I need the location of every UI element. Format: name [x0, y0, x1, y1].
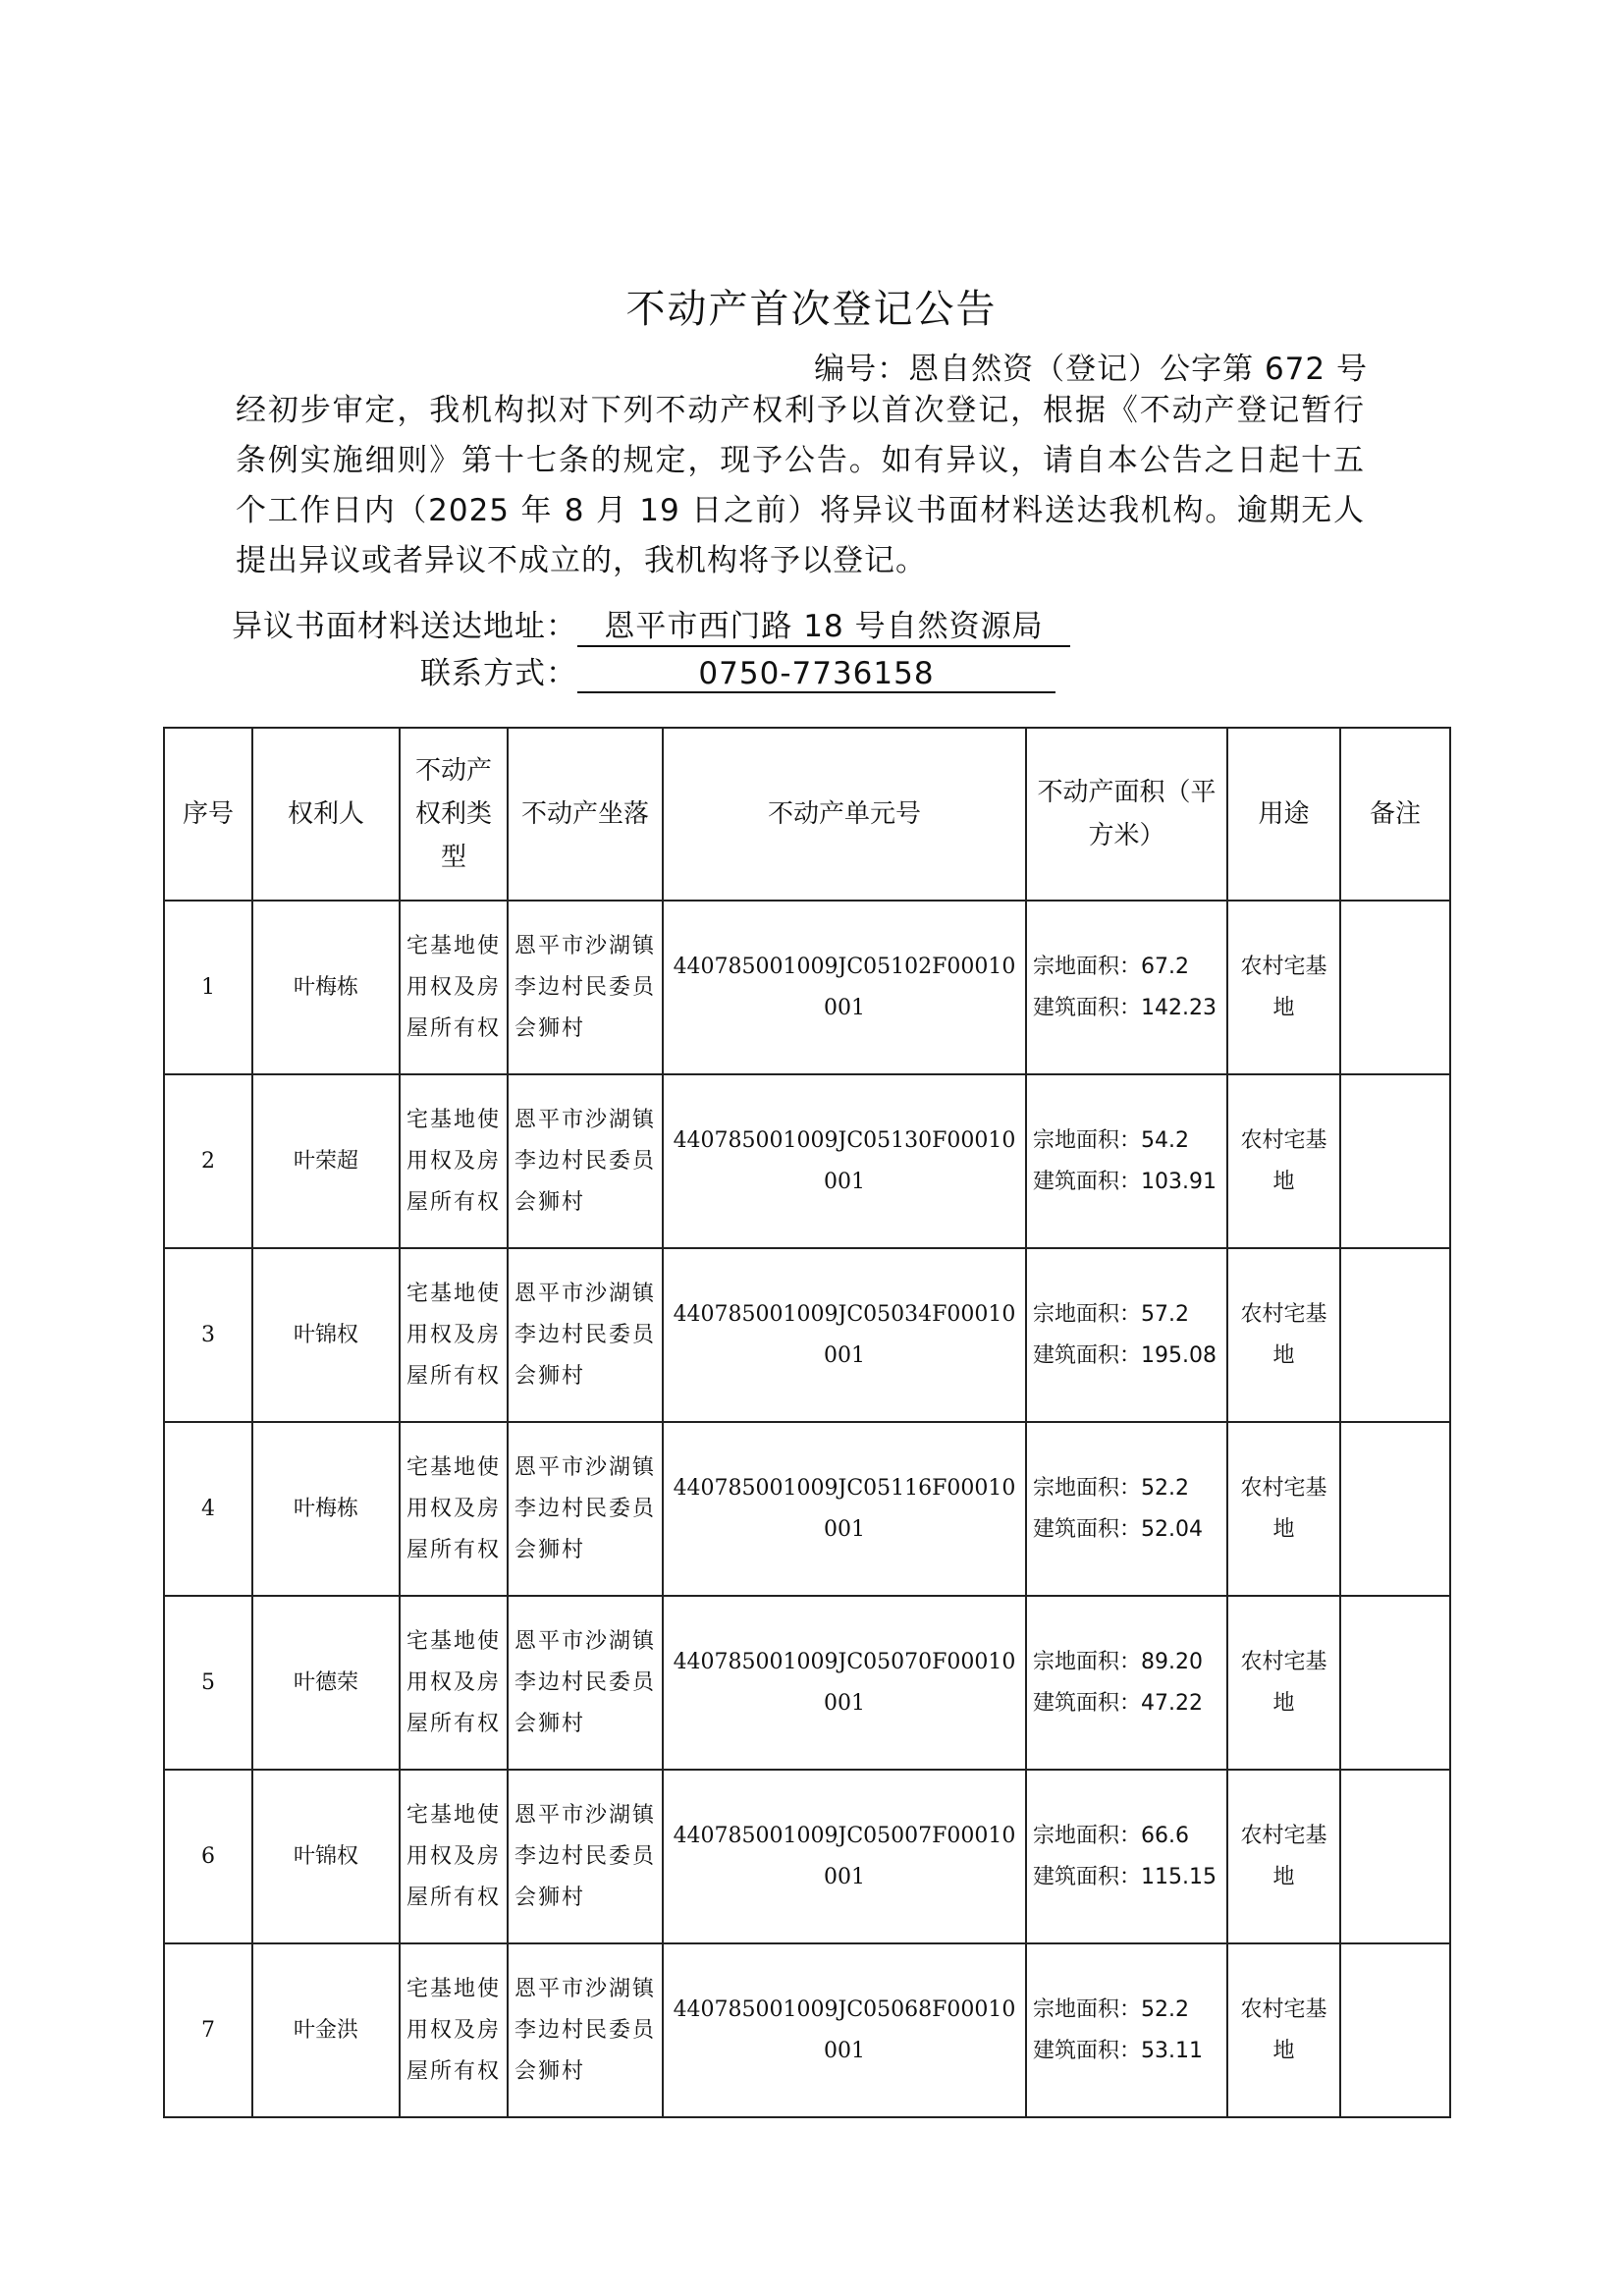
objection-address-row [0, 601, 1070, 647]
row-right-type: 宅基地使用权及房屋所有权 [400, 901, 508, 1074]
contact-phone-row [0, 648, 1055, 693]
row-unit-no: 440785001009JC05068F00010001 [663, 1943, 1026, 2117]
table-row [164, 1422, 1450, 1596]
header-owner: 权利人 [252, 728, 400, 901]
row-building-area: 建筑面积：47.22 [1033, 1690, 1203, 1716]
row-index: 3 [164, 1248, 252, 1422]
row-location: 恩平市沙湖镇李边村民委员会狮村 [508, 1770, 663, 1943]
header-location: 不动产坐落 [508, 728, 663, 901]
row-owner: 叶梅栋 [252, 1422, 400, 1596]
row-area [1026, 1943, 1227, 2117]
notice-body: 经初步审定，我机构拟对下列不动产权利予以首次登记，根据《不动产登记暂行条例实施细则》第十七条的规定，现予公告。如有异议，请自本公告之日起十五个工作日内（2025 年 8 月 19 日之前）将异议书面材料送达我机构。逾期无人提出异议或者异议不成立的，我机构将予以登记。 [236, 393, 1365, 578]
row-index: 1 [164, 901, 252, 1074]
row-unit-no: 440785001009JC05007F00010001 [663, 1770, 1026, 1943]
header-unit-no: 不动产单元号 [663, 728, 1026, 901]
row-note [1340, 1248, 1450, 1422]
row-note [1340, 1770, 1450, 1943]
row-unit-no: 440785001009JC05070F00010001 [663, 1596, 1026, 1770]
row-owner: 叶金洪 [252, 1943, 400, 2117]
row-building-area: 建筑面积：52.04 [1033, 1516, 1203, 1542]
objection-address-label: 异议书面材料送达地址： [232, 609, 577, 644]
row-usage: 农村宅基地 [1227, 1770, 1340, 1943]
row-usage: 农村宅基地 [1227, 901, 1340, 1074]
row-right-type: 宅基地使用权及房屋所有权 [400, 1596, 508, 1770]
header-usage: 用途 [1227, 728, 1340, 901]
row-land-area: 宗地面积：67.2 [1033, 954, 1189, 979]
row-building-area: 建筑面积：195.08 [1033, 1342, 1217, 1368]
row-location: 恩平市沙湖镇李边村民委员会狮村 [508, 1074, 663, 1248]
registration-table [163, 727, 1451, 2118]
row-location: 恩平市沙湖镇李边村民委员会狮村 [508, 1248, 663, 1422]
row-note [1340, 1943, 1450, 2117]
row-location: 恩平市沙湖镇李边村民委员会狮村 [508, 901, 663, 1074]
table-row [164, 1074, 1450, 1248]
row-unit-no: 440785001009JC05102F00010001 [663, 901, 1026, 1074]
row-building-area: 建筑面积：115.15 [1033, 1864, 1217, 1889]
row-land-area: 宗地面积：66.6 [1033, 1823, 1189, 1848]
row-owner: 叶荣超 [252, 1074, 400, 1248]
row-note [1340, 901, 1450, 1074]
row-area [1026, 1770, 1227, 1943]
row-unit-no: 440785001009JC05034F00010001 [663, 1248, 1026, 1422]
row-usage: 农村宅基地 [1227, 1596, 1340, 1770]
row-index: 4 [164, 1422, 252, 1596]
row-building-area: 建筑面积：53.11 [1033, 2038, 1203, 2063]
row-index: 6 [164, 1770, 252, 1943]
row-right-type: 宅基地使用权及房屋所有权 [400, 1074, 508, 1248]
table-row [164, 901, 1450, 1074]
table-row [164, 1770, 1450, 1943]
row-index: 5 [164, 1596, 252, 1770]
header-index: 序号 [164, 728, 252, 901]
row-note [1340, 1422, 1450, 1596]
header-area: 不动产面积（平方米） [1026, 728, 1227, 901]
document-number: 编号：恩自然资（登记）公字第 672 号 [814, 352, 1368, 387]
table-header-row [164, 728, 1450, 901]
row-index: 2 [164, 1074, 252, 1248]
row-land-area: 宗地面积：57.2 [1033, 1301, 1189, 1327]
header-right-type: 不动产权利类型 [400, 728, 508, 901]
row-usage: 农村宅基地 [1227, 1074, 1340, 1248]
row-land-area: 宗地面积：89.20 [1033, 1649, 1203, 1674]
objection-address-value: 恩平市西门路 18 号自然资源局 [577, 601, 1070, 647]
row-building-area: 建筑面积：103.91 [1033, 1169, 1217, 1194]
table-row [164, 1943, 1450, 2117]
row-right-type: 宅基地使用权及房屋所有权 [400, 1422, 508, 1596]
row-unit-no: 440785001009JC05130F00010001 [663, 1074, 1026, 1248]
row-owner: 叶锦权 [252, 1770, 400, 1943]
row-owner: 叶锦权 [252, 1248, 400, 1422]
row-area [1026, 1074, 1227, 1248]
row-right-type: 宅基地使用权及房屋所有权 [400, 1248, 508, 1422]
row-owner: 叶德荣 [252, 1596, 400, 1770]
row-location: 恩平市沙湖镇李边村民委员会狮村 [508, 1422, 663, 1596]
row-building-area: 建筑面积：142.23 [1033, 995, 1217, 1020]
row-right-type: 宅基地使用权及房屋所有权 [400, 1943, 508, 2117]
row-owner: 叶梅栋 [252, 901, 400, 1074]
row-usage: 农村宅基地 [1227, 1943, 1340, 2117]
row-usage: 农村宅基地 [1227, 1248, 1340, 1422]
row-land-area: 宗地面积：52.2 [1033, 1475, 1189, 1501]
row-right-type: 宅基地使用权及房屋所有权 [400, 1770, 508, 1943]
table-row [164, 1248, 1450, 1422]
row-unit-no: 440785001009JC05116F00010001 [663, 1422, 1026, 1596]
row-area [1026, 1422, 1227, 1596]
row-index: 7 [164, 1943, 252, 2117]
row-note [1340, 1074, 1450, 1248]
row-area [1026, 1596, 1227, 1770]
table-row [164, 1596, 1450, 1770]
row-location: 恩平市沙湖镇李边村民委员会狮村 [508, 1596, 663, 1770]
header-note: 备注 [1340, 728, 1450, 901]
row-land-area: 宗地面积：52.2 [1033, 1996, 1189, 2022]
row-note [1340, 1596, 1450, 1770]
row-location: 恩平市沙湖镇李边村民委员会狮村 [508, 1943, 663, 2117]
row-area [1026, 901, 1227, 1074]
row-land-area: 宗地面积：54.2 [1033, 1127, 1189, 1153]
row-usage: 农村宅基地 [1227, 1422, 1340, 1596]
contact-phone-label: 联系方式： [420, 656, 577, 691]
row-area [1026, 1248, 1227, 1422]
page-title: 不动产首次登记公告 [625, 287, 998, 332]
contact-phone-value: 0750-7736158 [577, 656, 1055, 693]
